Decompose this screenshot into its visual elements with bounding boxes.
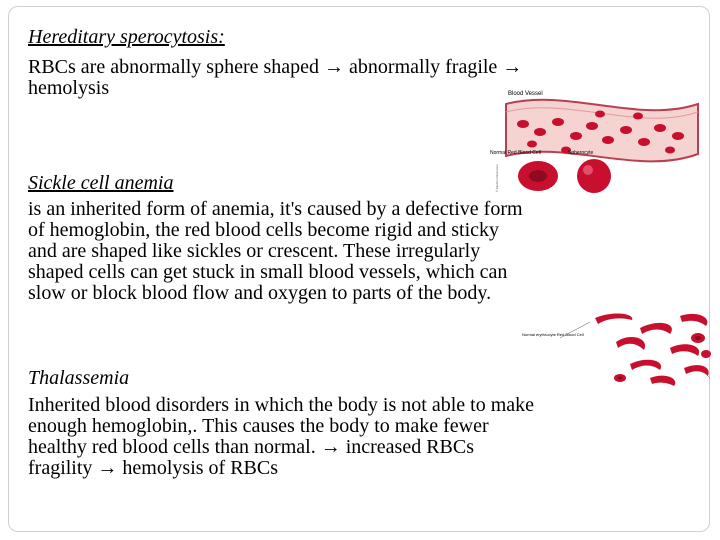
section-body-thalassemia: Inherited blood disorders in which the body is not able to make enough hemoglobin,. This causes the body to make fewer healthy red blood cells than normal. → increased RBCs fragility → hemolysis of RBCs: [28, 394, 535, 479]
normal-rbc-label: Normal Red Blood Cell: [490, 150, 541, 156]
section-body-spherocytosis: RBCs are abnormally sphere shaped → abnormally fragile → hemolysis: [28, 56, 523, 99]
section-body-sickle-cell: is an inherited form of anemia, it's caused by a defective form of hemoglobin, the red blood cells become rigid and sticky and are shaped like sickles or crescent. These irregularly shaped cells can get stuck in small blood vessels, which can slow or block blood flow and oxygen to parts of the body.: [28, 198, 523, 304]
figure-credit: © Medical Illustration: [495, 164, 499, 192]
section-title-spherocytosis: Hereditary sperocytosis:: [28, 26, 225, 48]
sickle-cell-figure: [520, 308, 716, 390]
spherocytosis-figure: [488, 84, 706, 196]
section-title-thalassemia: Thalassemia: [28, 367, 130, 389]
sickle-normal-label: Normal erythrocyte Red Blood Cell: [522, 332, 584, 337]
spherocyte-label: Spherocyte: [568, 150, 594, 156]
vessel-label: Blood Vessel: [508, 91, 543, 97]
section-title-sickle-cell: Sickle cell anemia: [28, 172, 174, 194]
